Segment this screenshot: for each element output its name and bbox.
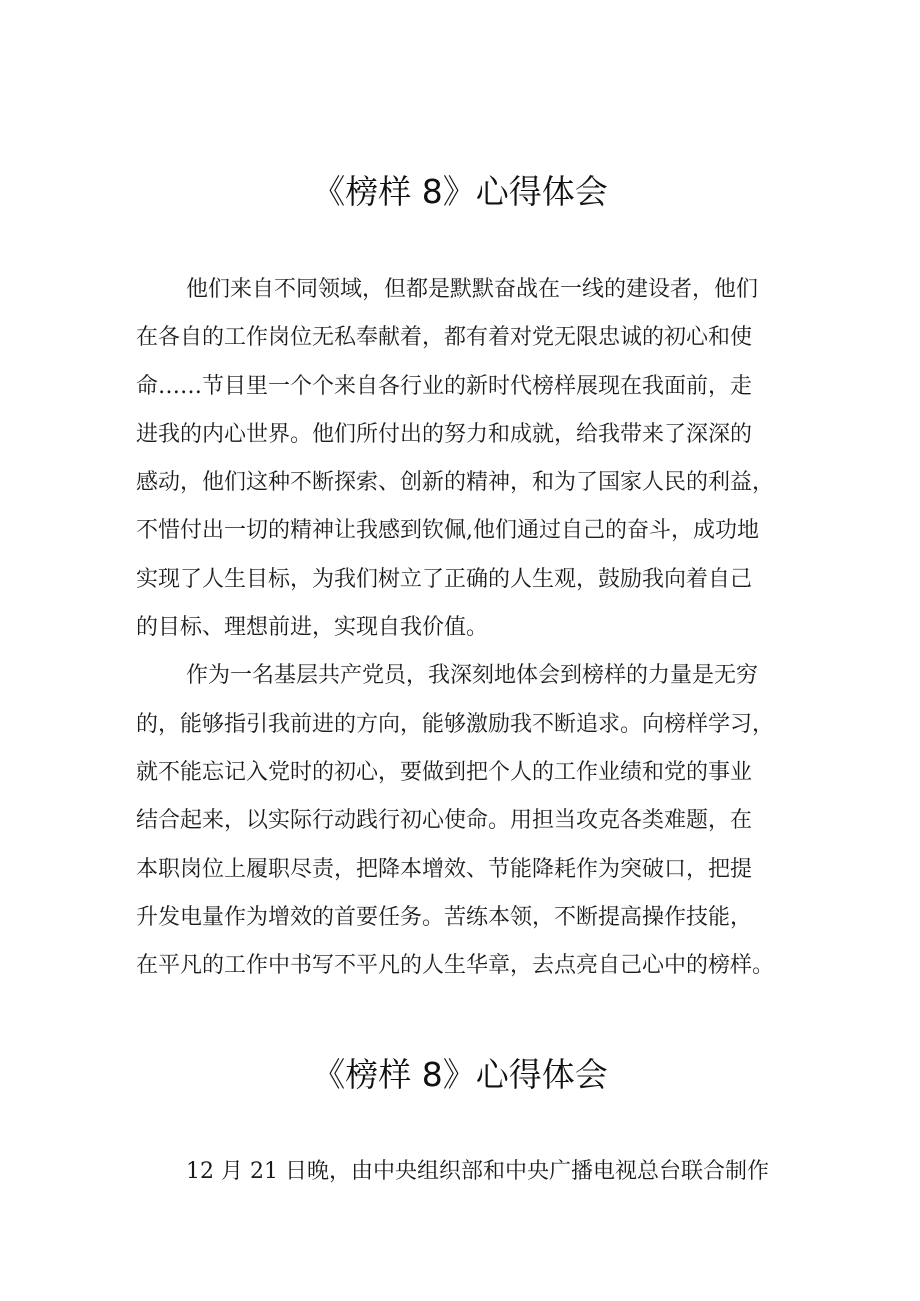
paragraph-line: 感动，他们这种不断探索、创新的精神，和为了国家人民的利益，: [136, 470, 775, 496]
section-1-title: 《榜样 8》心得体会: [312, 172, 608, 211]
paragraph-line: 实现了人生目标，为我们树立了正确的人生观，鼓励我向着自己: [136, 566, 753, 592]
section-2-body: [136, 1148, 796, 1196]
paragraph-line: 不惜付出一切的精神让我感到钦佩,他们通过自己的奋斗，成功地: [136, 518, 759, 544]
paragraph-line: 升发电量作为增效的首要任务。苦练本领，不断提高操作技能，: [136, 904, 753, 930]
paragraph-line: 他们来自不同领域，但都是默默奋战在一线的建设者，他们: [186, 277, 759, 302]
paragraph-line: 进我的内心世界。他们所付出的努力和成就，给我带来了深深的: [136, 421, 753, 447]
paragraph-line: 命……节目里一个个来自各行业的新时代榜样展现在我面前，走: [136, 373, 753, 399]
paragraph-line: 的目标、理想前进，实现自我价值。: [136, 615, 489, 641]
paragraph-line: 本职岗位上履职尽责，把降本增效、节能降耗作为突破口，把提: [136, 856, 753, 882]
paragraph-line: 作为一名基层共产党员，我深刻地体会到榜样的力量是无穷: [186, 663, 759, 689]
paragraph-line: 的，能够指引我前进的方向，能够激励我不断追求。向榜样学习，: [136, 711, 775, 737]
paragraph-line: 就不能忘记入党时的初心，要做到把个人的工作业绩和党的事业: [136, 759, 753, 785]
section-1-body: [136, 266, 796, 990]
paragraph-line: 在各自的工作岗位无私奉献着，都有着对党无限忠诚的初心和使: [136, 325, 753, 351]
paragraph-line: 结合起来，以实际行动践行初心使命。用担当攻克各类难题，在: [136, 808, 753, 834]
paragraph-line: 在平凡的工作中书写不平凡的人生华章，去点亮自己心中的榜样。: [136, 953, 775, 979]
section-2-title: 《榜样 8》心得体会: [312, 1055, 608, 1094]
paragraph-line: 12 月 21 日晚，由中央组织部和中央广播电视总台联合制作: [186, 1159, 769, 1184]
